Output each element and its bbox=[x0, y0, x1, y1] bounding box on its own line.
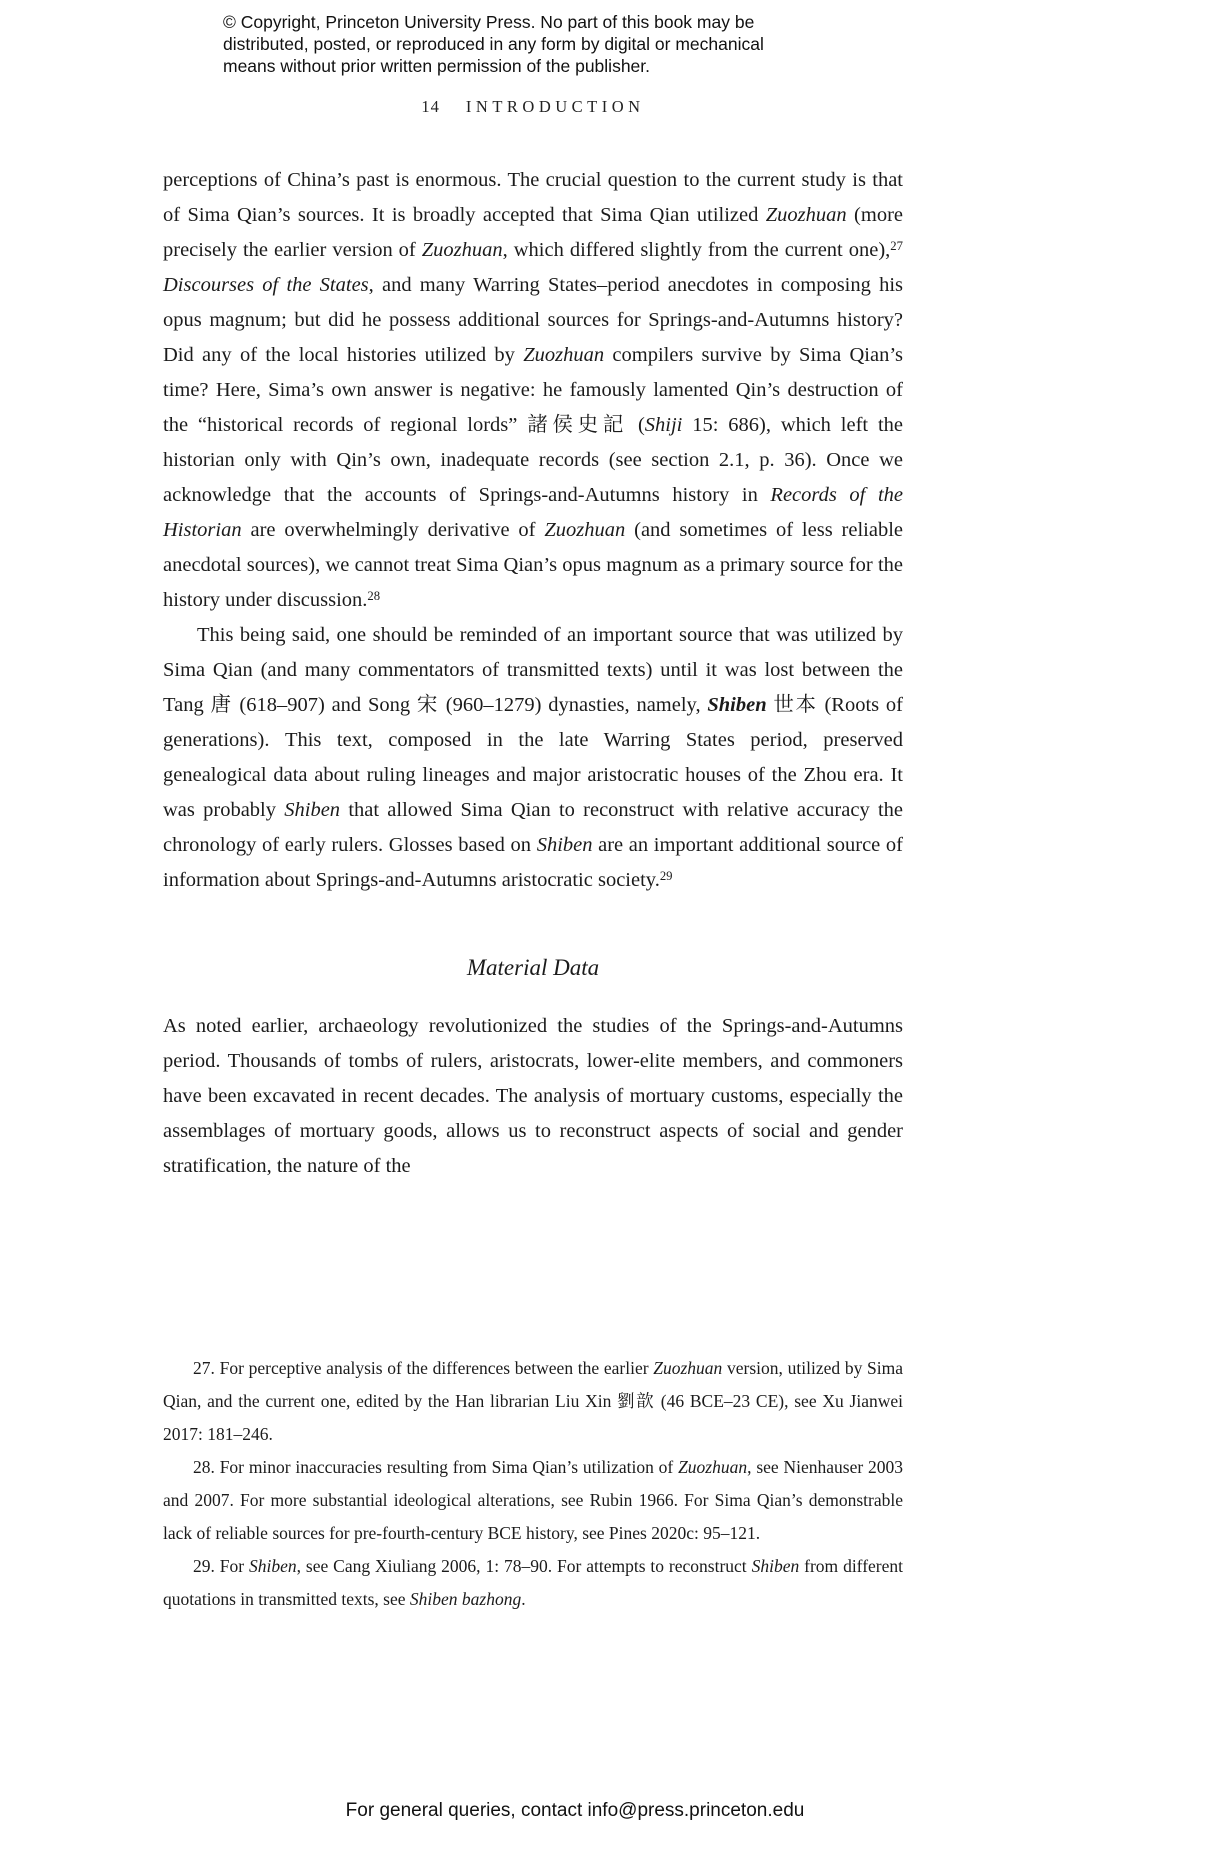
main-text-column bbox=[163, 163, 903, 1184]
running-head-title: INTRODUCTION bbox=[465, 97, 645, 116]
section-heading: Material Data bbox=[466, 955, 600, 980]
body-paragraph-1: perceptions of China’s past is enormous. The crucial question to the current study is that of Sima Qian’s sources. It is broadly accepted that Sima Qian utilized Zuozhuan (more precisely the earlier version of Zuozhuan, which differed slightly from the current one),$^{27}$ Discourses of the States, and many Warring States–period anecdotes in composing his opus magnum; but did he possess additional sources for Springs-and-Autumns history? Did any of the local histories utilized by Zuozhuan compilers survive by Sima Qian’s time? Here, Sima’s own answer is negative: he famously lamented Qin’s destruction of the “historical records of regional lords” 諸侯史記 (Shiji 15: 686), which left the historian only with Qin’s own, inadequate records (see section 2.1, p. 36). Once we acknowledge that the accounts of Springs-and-Autumns history in Records of the Historian are overwhelmingly derivative of Zuozhuan (and sometimes of less reliable anecdotal sources), we cannot treat Sima Qian’s opus magnum as a primary source for the history under discussion.$^{28}$ bbox=[163, 169, 904, 611]
copyright-line-2: distributed, posted, or reproduced in any form by digital or mechanical bbox=[223, 34, 764, 54]
body-paragraph-2: This being said, one should be reminded of an important source that was utilized by Sima Qian (and many commentators of transmitted texts) until it was lost between the Tang 唐 (618–907) and Song 宋 (960–1279) dynasties, namely, Shiben 世本 (Roots of generations). This text, composed in the late Warring States period, preserved genealogical data about ruling lineages and major aristocratic houses of the Zhou era. It was probably Shiben that allowed Sima Qian to reconstruct with relative accuracy the chronology of early rulers. Glosses based on Shiben are an important additional source of information about Springs-and-Autumns aristocratic society.$^{29}$ bbox=[163, 624, 903, 891]
copyright-line-1: © Copyright, Princeton University Press. No part of this book may be bbox=[223, 12, 755, 32]
footnotes-block bbox=[163, 1352, 903, 1616]
page-number: 14 bbox=[421, 97, 440, 116]
body-paragraph-3: As noted earlier, archaeology revolutionized the studies of the Springs-and-Autumns period. Thousands of tombs of rulers, aristocrats, lower-elite members, and commoners have been excavated in recent decades. The analysis of mortuary customs, especially the assemblages of mortuary goods, allows us to reconstruct aspects of social and gender stratification, the nature of the bbox=[163, 1015, 903, 1177]
footnote-28: 28. For minor inaccuracies resulting from Sima Qian’s utilization of Zuozhuan, see Nienhauser 2003 and 2007. For more substantial ideological alterations, see Rubin 1966. For Sima Qian’s demonstrable lack of reliable sources for pre-fourth-century BCE history, see Pines 2020c: 95–121. bbox=[163, 1457, 903, 1543]
copyright-line-3: means without prior written permission of the publisher. bbox=[223, 56, 651, 76]
copyright-notice bbox=[223, 11, 843, 77]
footnote-29: 29. For Shiben, see Cang Xiuliang 2006, 1: 78–90. For attempts to reconstruct Shiben from different quotations in transmitted texts, see Shiben bazhong. bbox=[163, 1556, 903, 1609]
page-footer: For general queries, contact info@press.princeton.edu bbox=[345, 1800, 805, 1821]
footnote-27: 27. For perceptive analysis of the differences between the earlier Zuozhuan version, utilized by Sima Qian, and the current one, edited by the Han librarian Liu Xin 劉歆 (46 BCE–23 CE), see Xu Jianwei 2017: 181–246. bbox=[163, 1358, 903, 1444]
running-head bbox=[163, 97, 903, 117]
